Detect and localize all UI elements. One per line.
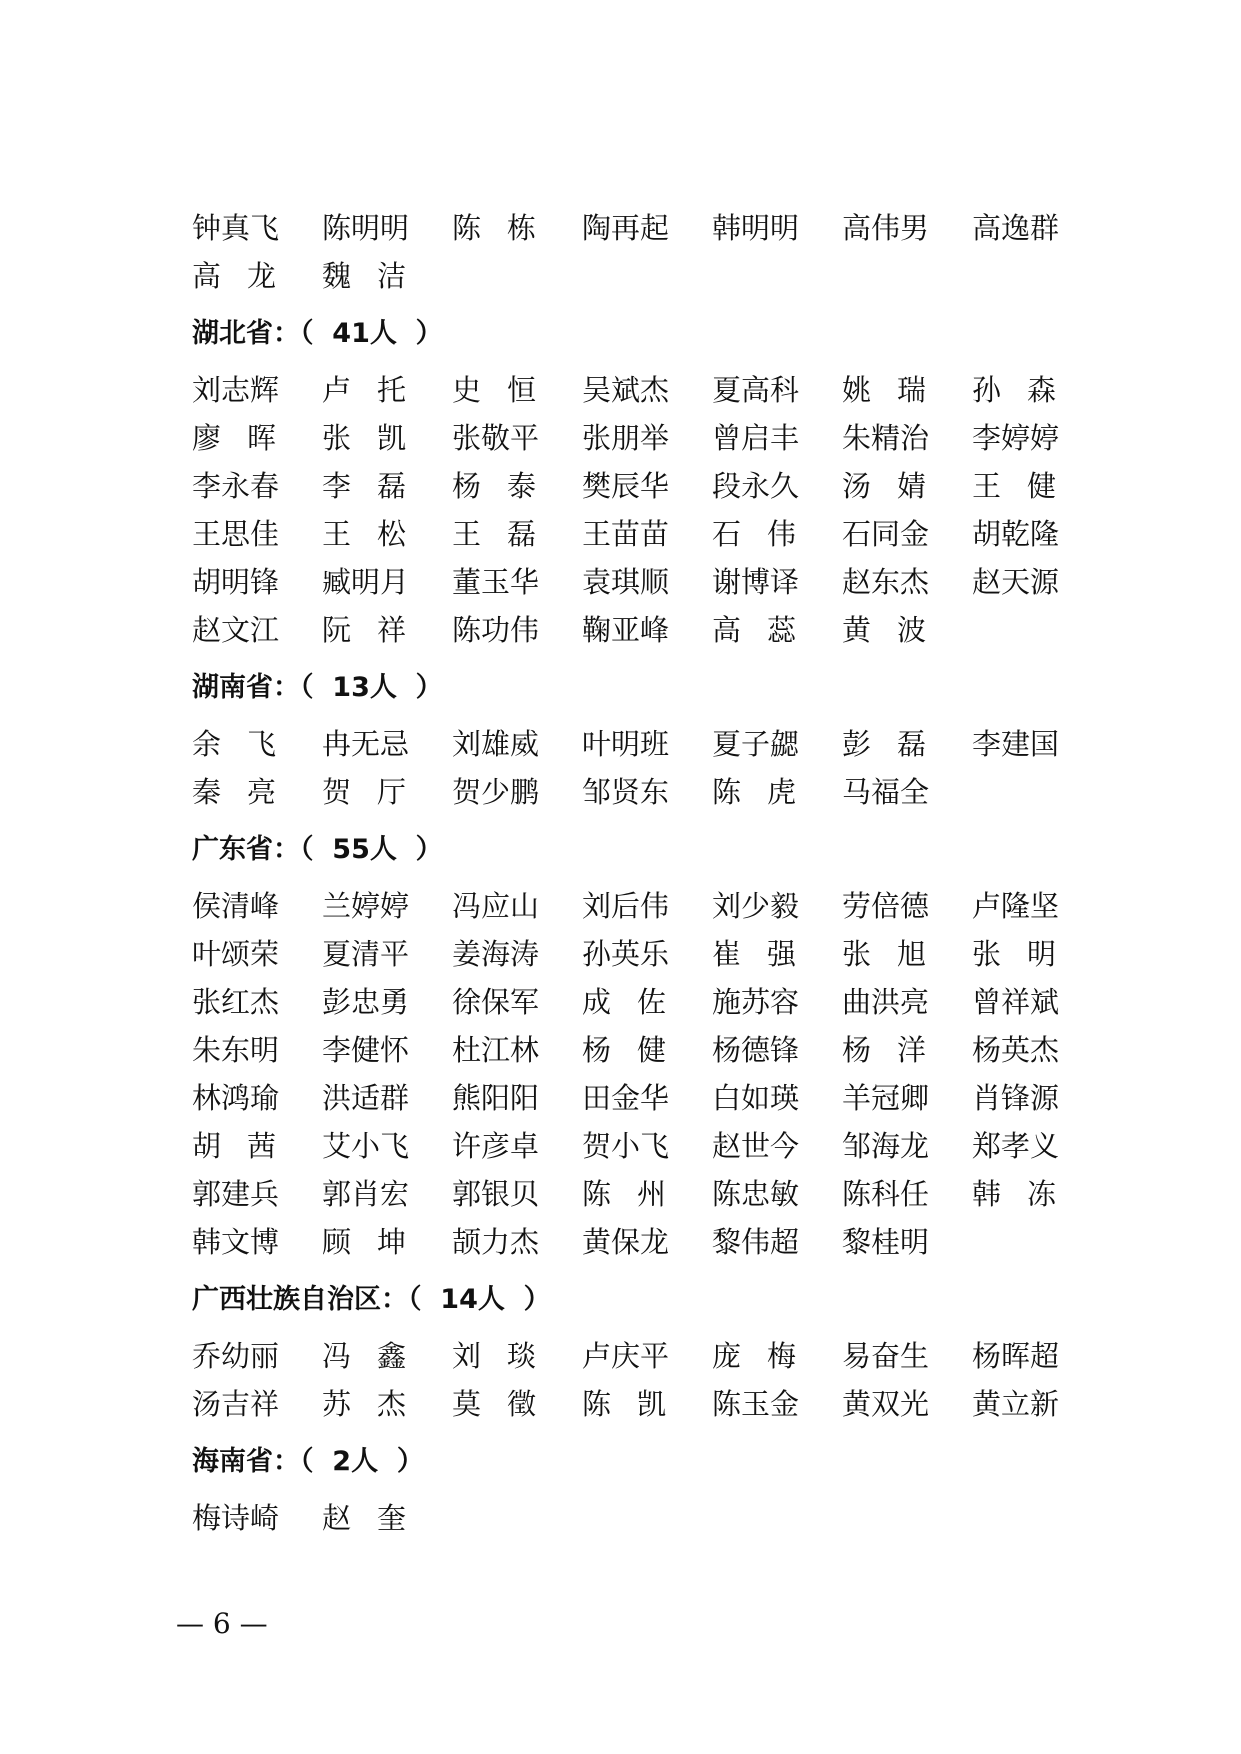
person-name: 石 伟 bbox=[712, 516, 796, 551]
name-row bbox=[192, 1122, 1072, 1170]
person-name: 胡 茜 bbox=[192, 1128, 276, 1163]
person-name: 贺 厅 bbox=[322, 774, 406, 809]
person-name: 韩 冻 bbox=[972, 1176, 1056, 1211]
person-name: 黎 桂 明 bbox=[842, 1224, 930, 1259]
person-name: 李 婷 婷 bbox=[972, 420, 1060, 455]
person-name: 赵 奎 bbox=[322, 1500, 406, 1535]
person-name: 段 永 久 bbox=[712, 468, 800, 503]
person-name: 郭 肖 宏 bbox=[322, 1176, 410, 1211]
person-name: 陈 忠 敏 bbox=[712, 1176, 800, 1211]
name-row bbox=[192, 1332, 1072, 1380]
section-heading: 湖南省：（ 13人 ） bbox=[192, 671, 443, 703]
person-name: 洪 适 群 bbox=[322, 1080, 410, 1115]
person-name: 彭 磊 bbox=[842, 726, 926, 761]
person-name: 易 奋 生 bbox=[842, 1338, 930, 1373]
person-name: 熊 阳 阳 bbox=[452, 1080, 540, 1115]
person-name: 臧 明 月 bbox=[322, 564, 410, 599]
person-name: 孙 英 乐 bbox=[582, 936, 670, 971]
section-heading: 海南省：（ 2人 ） bbox=[192, 1445, 424, 1477]
name-row bbox=[192, 510, 1072, 558]
name-row bbox=[192, 606, 1072, 654]
person-name: 黄 波 bbox=[842, 612, 926, 647]
person-name: 赵 天 源 bbox=[972, 564, 1060, 599]
person-name: 曾 祥 斌 bbox=[972, 984, 1060, 1019]
name-row bbox=[192, 978, 1072, 1026]
person-name: 阮 祥 bbox=[322, 612, 406, 647]
person-name: 高 龙 bbox=[192, 258, 276, 293]
person-name: 郭 建 兵 bbox=[192, 1176, 280, 1211]
person-name: 邹 海 龙 bbox=[842, 1128, 930, 1163]
person-name: 顾 坤 bbox=[322, 1224, 406, 1259]
person-name: 朱 东 明 bbox=[192, 1032, 280, 1067]
person-name: 赵 世 今 bbox=[712, 1128, 800, 1163]
person-name: 夏 高 科 bbox=[712, 372, 800, 407]
person-name: 杨 德 锋 bbox=[712, 1032, 800, 1067]
name-row bbox=[192, 204, 1072, 252]
person-name: 黄 保 龙 bbox=[582, 1224, 670, 1259]
person-name: 曾 启 丰 bbox=[712, 420, 800, 455]
person-name: 张 凯 bbox=[322, 420, 406, 455]
name-row bbox=[192, 366, 1072, 414]
person-name: 徐 保 军 bbox=[452, 984, 540, 1019]
person-name: 王 松 bbox=[322, 516, 406, 551]
person-name: 侯 清 峰 bbox=[192, 888, 280, 923]
person-name: 李 健 怀 bbox=[322, 1032, 410, 1067]
person-name: 李 磊 bbox=[322, 468, 406, 503]
section-heading: 广东省：（ 55人 ） bbox=[192, 833, 443, 865]
person-name: 夏 清 平 bbox=[322, 936, 410, 971]
name-list bbox=[192, 882, 1072, 1266]
person-name: 胡 明 锋 bbox=[192, 564, 280, 599]
person-name: 汤 吉 祥 bbox=[192, 1386, 280, 1421]
person-name: 冯 应 山 bbox=[452, 888, 540, 923]
section-heading: 湖北省：（ 41人 ） bbox=[192, 317, 443, 349]
person-name: 杜 江 林 bbox=[452, 1032, 540, 1067]
person-name: 吴 斌 杰 bbox=[582, 372, 670, 407]
name-list bbox=[192, 366, 1072, 654]
person-name: 贺 少 鹏 bbox=[452, 774, 540, 809]
person-name: 姚 瑞 bbox=[842, 372, 926, 407]
person-name: 肖 锋 源 bbox=[972, 1080, 1060, 1115]
person-name: 艾 小 飞 bbox=[322, 1128, 410, 1163]
name-list bbox=[192, 204, 1072, 300]
person-name: 石 同 金 bbox=[842, 516, 930, 551]
person-name: 成 佐 bbox=[582, 984, 666, 1019]
person-name: 杨 健 bbox=[582, 1032, 666, 1067]
person-name: 杨 泰 bbox=[452, 468, 536, 503]
person-name: 冉 无 忌 bbox=[322, 726, 410, 761]
person-name: 郭 银 贝 bbox=[452, 1176, 540, 1211]
person-name: 余 飞 bbox=[192, 726, 276, 761]
person-name: 卢 庆 平 bbox=[582, 1338, 670, 1373]
person-name: 秦 亮 bbox=[192, 774, 276, 809]
person-name: 陈 州 bbox=[582, 1176, 666, 1211]
person-name: 刘 志 辉 bbox=[192, 372, 280, 407]
person-name: 陈 凯 bbox=[582, 1386, 666, 1421]
section-heading: 广西壮族自治区：（ 14人 ） bbox=[192, 1283, 551, 1315]
person-name: 叶 颂 荣 bbox=[192, 936, 280, 971]
person-name: 王 思 佳 bbox=[192, 516, 280, 551]
person-name: 许 彦 卓 bbox=[452, 1128, 540, 1163]
name-row bbox=[192, 882, 1072, 930]
name-row bbox=[192, 720, 1072, 768]
person-name: 朱 精 治 bbox=[842, 420, 930, 455]
name-list bbox=[192, 720, 1072, 816]
person-name: 樊 辰 华 bbox=[582, 468, 670, 503]
name-row bbox=[192, 558, 1072, 606]
person-name: 袁 琪 顺 bbox=[582, 564, 670, 599]
person-name: 林 鸿 瑜 bbox=[192, 1080, 280, 1115]
name-row bbox=[192, 1026, 1072, 1074]
person-name: 张 旭 bbox=[842, 936, 926, 971]
person-name: 张 敬 平 bbox=[452, 420, 540, 455]
person-name: 魏 洁 bbox=[322, 258, 406, 293]
person-name: 羊 冠 卿 bbox=[842, 1080, 930, 1115]
person-name: 梅 诗 崎 bbox=[192, 1500, 280, 1535]
name-row bbox=[192, 1218, 1072, 1266]
person-name: 冯 鑫 bbox=[322, 1338, 406, 1373]
person-name: 陶 再 起 bbox=[582, 210, 670, 245]
person-name: 李 永 春 bbox=[192, 468, 280, 503]
name-row bbox=[192, 768, 1072, 816]
person-name: 李 建 国 bbox=[972, 726, 1060, 761]
person-name: 卢 隆 坚 bbox=[972, 888, 1060, 923]
person-name: 杨 晖 超 bbox=[972, 1338, 1060, 1373]
person-name: 孙 森 bbox=[972, 372, 1056, 407]
person-name: 赵 东 杰 bbox=[842, 564, 930, 599]
person-name: 胡 乾 隆 bbox=[972, 516, 1060, 551]
person-name: 汤 婧 bbox=[842, 468, 926, 503]
person-name: 邹 贤 东 bbox=[582, 774, 670, 809]
person-name: 韩 文 博 bbox=[192, 1224, 280, 1259]
person-name: 陈 功 伟 bbox=[452, 612, 540, 647]
person-name: 施 苏 容 bbox=[712, 984, 800, 1019]
person-name: 郑 孝 义 bbox=[972, 1128, 1060, 1163]
person-name: 钟 真 飞 bbox=[192, 210, 280, 245]
person-name: 田 金 华 bbox=[582, 1080, 670, 1115]
person-name: 陈 科 任 bbox=[842, 1176, 930, 1211]
person-name: 白 如 瑛 bbox=[712, 1080, 800, 1115]
person-name: 刘 少 毅 bbox=[712, 888, 800, 923]
person-name: 苏 杰 bbox=[322, 1386, 406, 1421]
person-name: 谢 博 译 bbox=[712, 564, 800, 599]
person-name: 马 福 全 bbox=[842, 774, 930, 809]
person-name: 韩 明 明 bbox=[712, 210, 800, 245]
person-name: 张 红 杰 bbox=[192, 984, 280, 1019]
person-name: 赵 文 江 bbox=[192, 612, 280, 647]
person-name: 夏 子 勰 bbox=[712, 726, 800, 761]
person-name: 刘 后 伟 bbox=[582, 888, 670, 923]
person-name: 乔 幼 丽 bbox=[192, 1338, 280, 1373]
person-name: 刘 雄 威 bbox=[452, 726, 540, 761]
person-name: 崔 强 bbox=[712, 936, 796, 971]
person-name: 叶 明 班 bbox=[582, 726, 670, 761]
person-name: 高 伟 男 bbox=[842, 210, 930, 245]
person-name: 庞 梅 bbox=[712, 1338, 796, 1373]
person-name: 王 苗 苗 bbox=[582, 516, 670, 551]
name-row bbox=[192, 252, 1072, 300]
person-name: 黎 伟 超 bbox=[712, 1224, 800, 1259]
person-name: 史 恒 bbox=[452, 372, 536, 407]
person-name: 董 玉 华 bbox=[452, 564, 540, 599]
person-name: 劳 倍 德 bbox=[842, 888, 930, 923]
name-list bbox=[192, 1494, 1072, 1542]
person-name: 陈 栋 bbox=[452, 210, 536, 245]
person-name: 杨 洋 bbox=[842, 1032, 926, 1067]
person-name: 张 朋 举 bbox=[582, 420, 670, 455]
name-row bbox=[192, 1074, 1072, 1122]
name-row bbox=[192, 462, 1072, 510]
person-name: 鞠 亚 峰 bbox=[582, 612, 670, 647]
person-name: 颉 力 杰 bbox=[452, 1224, 540, 1259]
person-name: 贺 小 飞 bbox=[582, 1128, 670, 1163]
person-name: 陈 虎 bbox=[712, 774, 796, 809]
person-name: 杨 英 杰 bbox=[972, 1032, 1060, 1067]
person-name: 黄 立 新 bbox=[972, 1386, 1060, 1421]
person-name: 高 蕊 bbox=[712, 612, 796, 647]
person-name: 刘 琰 bbox=[452, 1338, 536, 1373]
person-name: 曲 洪 亮 bbox=[842, 984, 930, 1019]
name-row bbox=[192, 414, 1072, 462]
person-name: 陈 玉 金 bbox=[712, 1386, 800, 1421]
person-name: 陈 明 明 bbox=[322, 210, 410, 245]
name-row bbox=[192, 1380, 1072, 1428]
person-name: 高 逸 群 bbox=[972, 210, 1060, 245]
name-list bbox=[192, 1332, 1072, 1428]
page-number: — 6 — bbox=[176, 1607, 268, 1640]
person-name: 张 明 bbox=[972, 936, 1056, 971]
person-name: 王 健 bbox=[972, 468, 1056, 503]
person-name: 姜 海 涛 bbox=[452, 936, 540, 971]
person-name: 兰 婷 婷 bbox=[322, 888, 410, 923]
person-name: 黄 双 光 bbox=[842, 1386, 930, 1421]
person-name: 彭 忠 勇 bbox=[322, 984, 410, 1019]
name-row bbox=[192, 1170, 1072, 1218]
person-name: 王 磊 bbox=[452, 516, 536, 551]
name-row bbox=[192, 1494, 1072, 1542]
person-name: 卢 托 bbox=[322, 372, 406, 407]
person-name: 莫 徵 bbox=[452, 1386, 536, 1421]
person-name: 廖 晖 bbox=[192, 420, 276, 455]
name-row bbox=[192, 930, 1072, 978]
